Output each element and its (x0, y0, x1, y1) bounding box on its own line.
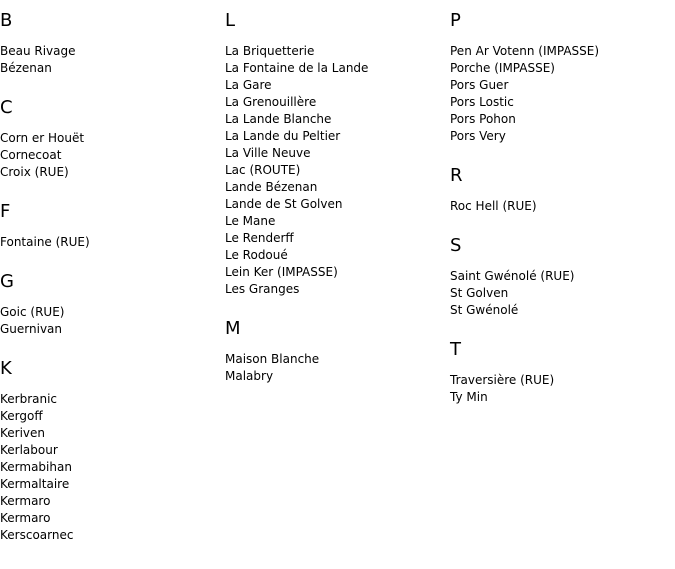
street-name: St Gwénolé (450, 303, 519, 317)
street-name: Lein Ker (IMPASSE) (225, 265, 338, 279)
letter-group (225, 11, 447, 298)
letter-group (225, 319, 447, 385)
street-list (225, 351, 447, 385)
street-name: Pen Ar Votenn (IMPASSE) (450, 44, 600, 58)
street-name: Corn er Houët (0, 131, 85, 145)
street-list (0, 130, 222, 181)
street-name: La Ville Neuve (225, 146, 311, 160)
street-name: Croix (RUE) (0, 165, 69, 179)
street-name: La Lande Blanche (225, 112, 332, 126)
street-name: Pors Lostic (450, 95, 514, 109)
street-name: Kermabihan (0, 460, 72, 474)
street-list (225, 43, 447, 298)
letter-heading: F (0, 201, 11, 222)
letter-group (450, 166, 672, 215)
letter-group (0, 202, 222, 251)
street-name: Lac (ROUTE) (225, 163, 301, 177)
street-name: Kerlabour (0, 443, 58, 457)
street-name: Pors Very (450, 129, 506, 143)
street-name: Le Mane (225, 214, 276, 228)
street-name: St Golven (450, 286, 509, 300)
street-list (0, 43, 222, 77)
street-list (450, 198, 672, 215)
letter-heading: S (450, 235, 462, 256)
street-index-column-1 (0, 0, 222, 565)
street-name: Malabry (225, 369, 274, 383)
street-name: Fontaine (RUE) (0, 235, 90, 249)
street-list (450, 268, 672, 319)
letter-heading: P (450, 10, 461, 31)
street-name: Kermaro (0, 494, 51, 508)
street-name: Roc Hell (RUE) (450, 199, 537, 213)
street-name: Saint Gwénolé (RUE) (450, 269, 575, 283)
street-name: Maison Blanche (225, 352, 320, 366)
street-name: Keriven (0, 426, 46, 440)
street-name: Bézenan (0, 61, 52, 75)
street-name: La Briquetterie (225, 44, 315, 58)
street-name: Lande Bézenan (225, 180, 318, 194)
street-name: Beau Rivage (0, 44, 76, 58)
street-name: Kermaltaire (0, 477, 70, 491)
street-name: Kerscoarnec (0, 528, 74, 542)
street-list (450, 43, 672, 145)
street-index-column-2 (225, 0, 447, 406)
street-name: La Lande du Peltier (225, 129, 341, 143)
letter-heading: M (225, 318, 241, 339)
street-name: Pors Guer (450, 78, 509, 92)
letter-heading: R (450, 165, 463, 186)
letter-heading: B (0, 10, 13, 31)
street-name: Les Granges (225, 282, 300, 296)
street-name: Kermaro (0, 511, 51, 525)
letter-group (0, 359, 222, 544)
letter-heading: T (450, 339, 461, 360)
street-list (0, 234, 222, 251)
street-name: Le Rodoué (225, 248, 288, 262)
street-list (450, 372, 672, 406)
street-name: Guernivan (0, 322, 63, 336)
street-list (0, 304, 222, 338)
street-name: La Gare (225, 78, 272, 92)
letter-group (450, 236, 672, 319)
street-name: Cornecoat (0, 148, 62, 162)
letter-group (450, 11, 672, 145)
street-name: Kerbranic (0, 392, 58, 406)
letter-heading: K (0, 358, 12, 379)
street-list (0, 391, 222, 544)
street-name: Porche (IMPASSE) (450, 61, 555, 75)
letter-heading: G (0, 271, 14, 292)
street-name: Ty Min (450, 390, 488, 404)
street-name: Le Renderff (225, 231, 294, 245)
street-name: Pors Pohon (450, 112, 516, 126)
street-name: Kergoff (0, 409, 43, 423)
letter-group (0, 11, 222, 77)
letter-heading: L (225, 10, 236, 31)
street-name: Traversière (RUE) (450, 373, 555, 387)
letter-heading: C (0, 97, 13, 118)
street-name: La Fontaine de la Lande (225, 61, 369, 75)
street-name: Lande de St Golven (225, 197, 343, 211)
letter-group (0, 98, 222, 181)
street-index-column-3 (450, 0, 672, 427)
letter-group (450, 340, 672, 406)
street-name: Goic (RUE) (0, 305, 65, 319)
letter-group (0, 272, 222, 338)
street-name: La Grenouillère (225, 95, 317, 109)
